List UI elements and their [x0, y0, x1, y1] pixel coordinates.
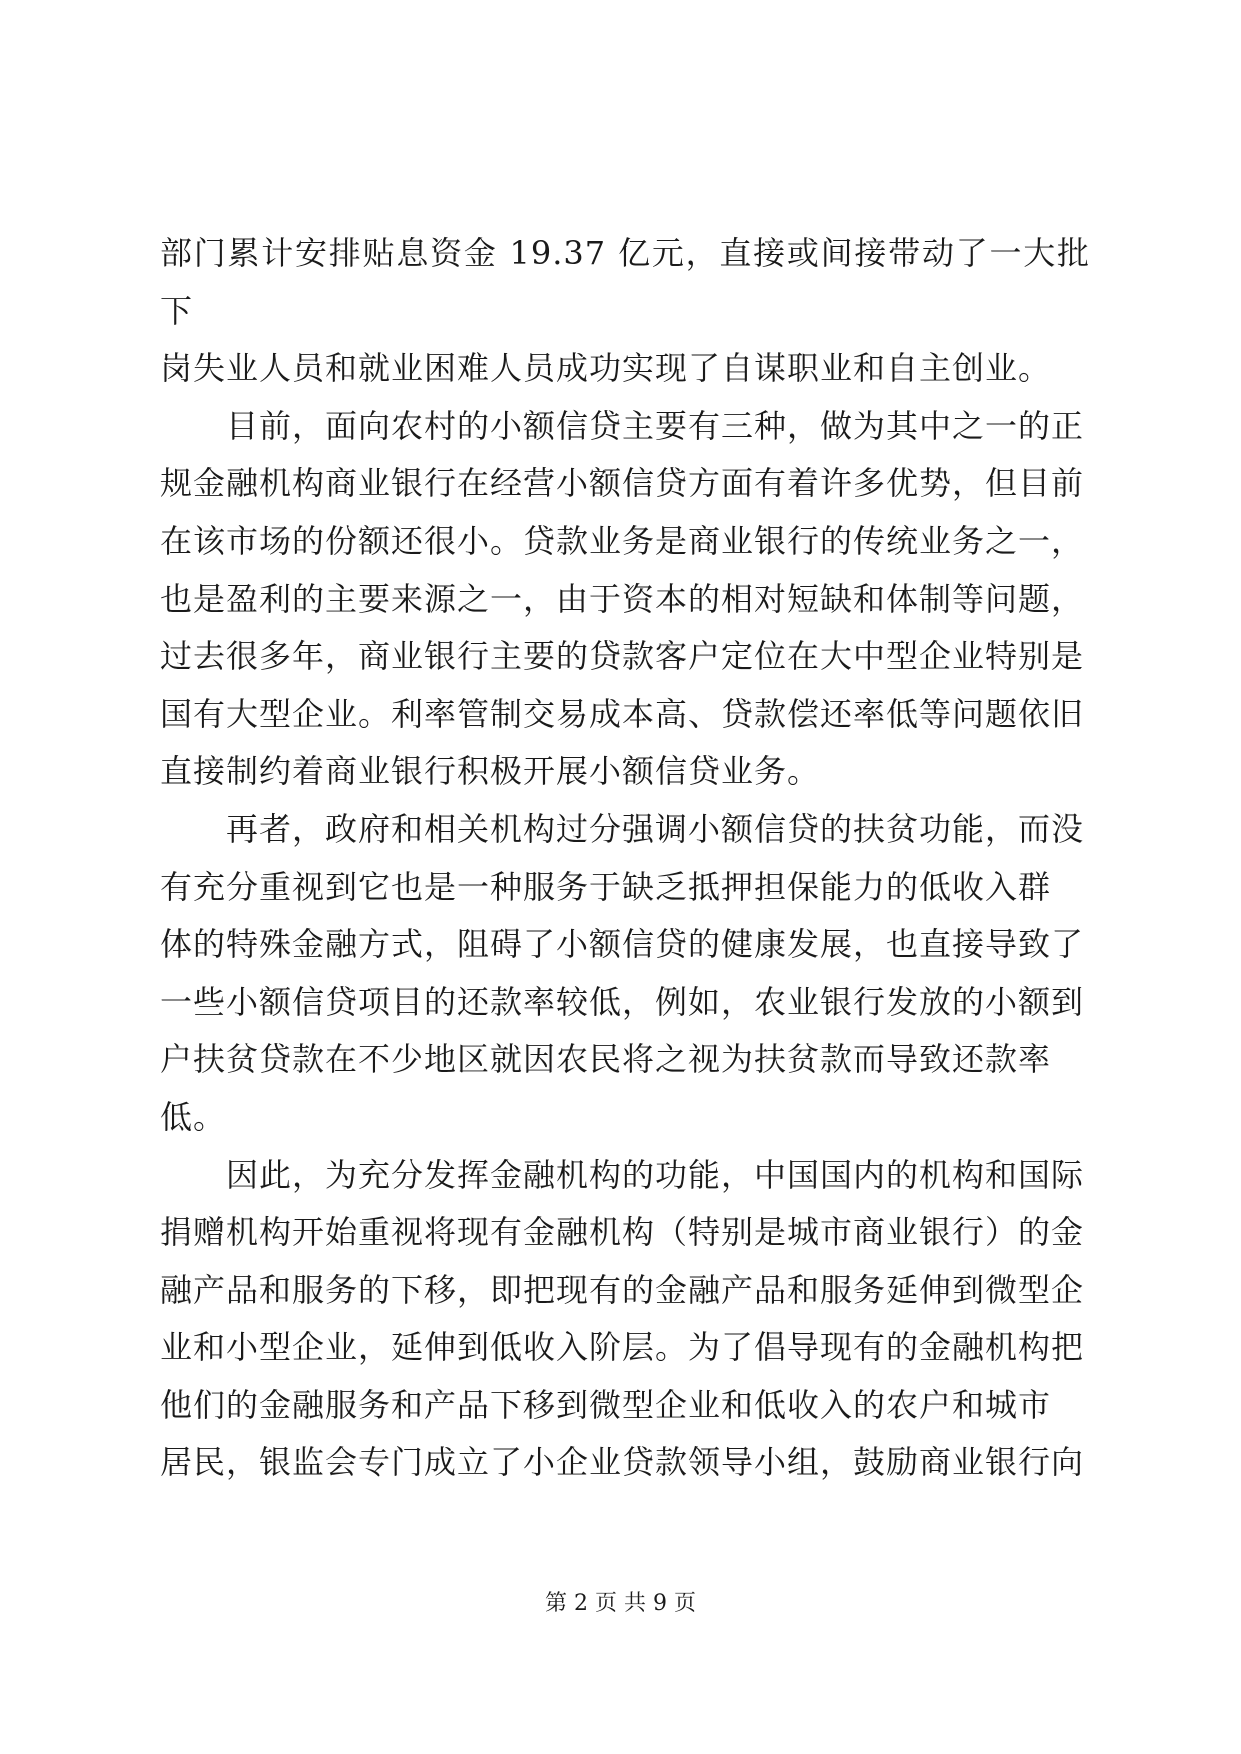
text-line: 在该市场的份额还很小。贷款业务是商业银行的传统业务之一，: [160, 521, 1085, 560]
text-line: 居民，银监会专门成立了小企业贷款领导小组，鼓励商业银行向: [160, 1443, 1085, 1482]
text-line: 部门累计安排贴息资金 19.37 亿元，直接或间接带动了一大批下: [160, 234, 1090, 330]
page-footer: [0, 1590, 1241, 1618]
text-line: 再者，政府和相关机构过分强调小额信贷的扶贫功能，而没: [226, 809, 1085, 848]
text-line: 低。: [160, 1097, 227, 1136]
paragraph-3: [160, 801, 1090, 1147]
text-line: 融产品和服务的下移，即把现有的金融产品和服务延伸到微型企: [160, 1270, 1085, 1309]
page-number-label: 第 2 页 共 9 页: [545, 1591, 696, 1616]
text-line: 目前，面向农村的小额信贷主要有三种，做为其中之一的正: [226, 406, 1085, 445]
text-line: 捐赠机构开始重视将现有金融机构（特别是城市商业银行）的金: [160, 1213, 1085, 1252]
text-line: 户扶贫贷款在不少地区就因农民将之视为扶贫款而导致还款率: [160, 1040, 1052, 1079]
paragraph-4: [160, 1147, 1090, 1493]
text-line: 业和小型企业，延伸到低收入阶层。为了倡导现有的金融机构把: [160, 1328, 1085, 1367]
text-line: 岗失业人员和就业困难人员成功实现了自谋职业和自主创业。: [160, 349, 1052, 388]
text-line: 规金融机构商业银行在经营小额信贷方面有着许多优势，但目前: [160, 464, 1085, 503]
text-line: 过去很多年，商业银行主要的贷款客户定位在大中型企业特别是: [160, 637, 1085, 676]
paragraph-1: [160, 225, 1090, 398]
body-text: [160, 225, 1090, 1492]
text-line: 他们的金融服务和产品下移到微型企业和低收入的农户和城市: [160, 1385, 1052, 1424]
text-line: 也是盈利的主要来源之一，由于资本的相对短缺和体制等问题，: [160, 579, 1085, 618]
text-line: 一些小额信贷项目的还款率较低，例如，农业银行发放的小额到: [160, 982, 1085, 1021]
text-line: 体的特殊金融方式，阻碍了小额信贷的健康发展，也直接导致了: [160, 925, 1085, 964]
text-line: 直接制约着商业银行积极开展小额信贷业务。: [160, 752, 821, 791]
text-line: 国有大型企业。利率管制交易成本高、贷款偿还率低等问题依旧: [160, 694, 1085, 733]
text-line: 有充分重视到它也是一种服务于缺乏抵押担保能力的低收入群: [160, 867, 1052, 906]
text-line: 因此，为充分发挥金融机构的功能，中国国内的机构和国际: [226, 1155, 1085, 1194]
paragraph-2: [160, 398, 1090, 801]
